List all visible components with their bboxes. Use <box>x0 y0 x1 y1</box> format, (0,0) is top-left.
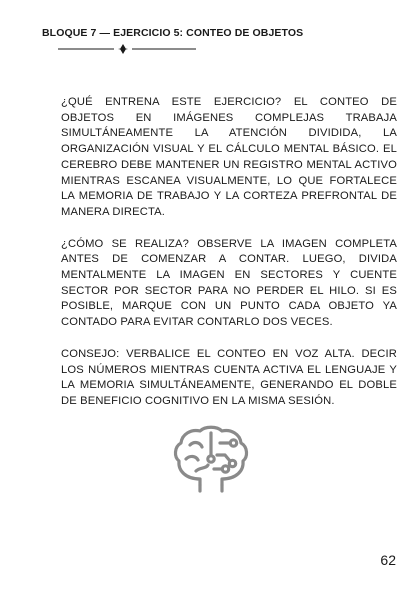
paragraph-how-to: ¿CÓMO SE REALIZA? OBSERVE LA IMAGEN COMPLETA ANTES DE COMENZAR A CONTAR. LUEGO, DIVIDA MENTALMENTE LA IMAGEN EN SECTORES Y CUENTE SECTOR POR SECTOR PARA NO PERDER EL HILO. SI ES POSIBLE, MARQUE CON UN PUNTO CADA OBJETO YA CONTADO PARA EVITAR CONTARLO DOS VECES. <box>61 237 397 329</box>
paragraph-what-trains: ¿QUÉ ENTRENA ESTE EJERCICIO? EL CONTEO DE OBJETOS EN IMÁGENES COMPLEJAS TRABAJA SIMULTÁNEAMENTE LA ATENCIÓN DIVIDIDA, LA ORGANIZACIÓN VISUAL Y EL CÁLCULO MENTAL BÁSICO. EL CEREBRO DEBE MANTENER UN REGISTRO MENTAL ACTIVO MIENTRAS ESCANEA VISUALMENTE, LO QUE FORTALECE LA MEMORIA DE TRABAJO Y LA CORTEZA PREFRONTAL DE MANERA DIRECTA. <box>61 96 397 218</box>
brain-circuit-icon <box>172 425 250 497</box>
diamond-divider-icon <box>58 42 196 56</box>
body-text <box>61 95 397 426</box>
page-number: 62 <box>380 552 396 568</box>
paragraph-tip: CONSEJO: VERBALICE EL CONTEO EN VOZ ALTA. DECIR LOS NÚMEROS MIENTRAS CUENTA ACTIVA EL LENGUAJE Y LA MEMORIA SIMULTÁNEAMENTE, GENERANDO EL DOBLE DE BENEFICIO COGNITIVO EN LA MISMA SESIÓN. <box>61 347 397 407</box>
chapter-title: BLOQUE 7 — EJERCICIO 5: CONTEO DE OBJETOS <box>42 27 304 39</box>
